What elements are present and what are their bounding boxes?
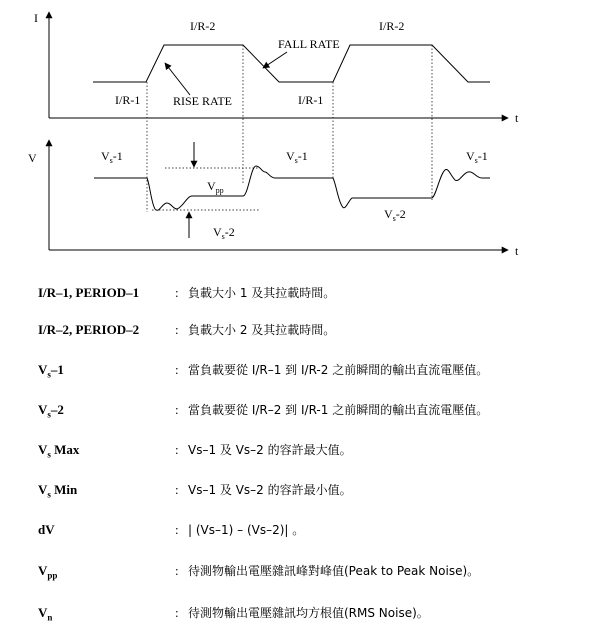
definition-row bbox=[38, 520, 588, 542]
definition-row bbox=[38, 561, 588, 583]
definition-term: $V_{pp}$ bbox=[38, 563, 58, 581]
definition-term: I/R–1, PERIOD–1 bbox=[38, 285, 140, 300]
definition-desc: 待測物輸出電壓雜訊峰對峰值(Peak to Peak Noise)。 bbox=[188, 564, 480, 578]
definition-row bbox=[38, 360, 588, 382]
ir1-mid-label: I/R-1 bbox=[298, 93, 324, 107]
definition-desc: 負載大小 2 及其拉載時間。 bbox=[188, 323, 336, 337]
voltage-axis-label: V bbox=[28, 151, 37, 165]
definition-colon: : bbox=[175, 605, 179, 620]
definition-colon: : bbox=[175, 322, 179, 337]
definition-desc: 待測物輸出電壓雜訊均方根值(RMS Noise)。 bbox=[188, 606, 429, 620]
rise-rate-arrow bbox=[165, 63, 190, 95]
definition-term: $V_s-1$ bbox=[38, 362, 64, 380]
ir1-left-label: I/R-1 bbox=[115, 93, 141, 107]
vs1-right-label: $V_s-1$ bbox=[466, 149, 488, 165]
definition-colon: : bbox=[175, 563, 179, 578]
definition-row bbox=[38, 440, 588, 462]
definition-row bbox=[38, 480, 588, 502]
fall-rate-arrow bbox=[263, 52, 287, 68]
definition-desc: Vs–1 及 Vs–2 的容許最小值。 bbox=[188, 483, 352, 497]
definition-term: dV bbox=[38, 522, 55, 537]
time-label-bottom: t bbox=[515, 244, 519, 258]
definition-row bbox=[38, 603, 588, 625]
definition-term: $V_n$ bbox=[38, 605, 53, 623]
definition-colon: : bbox=[175, 442, 179, 457]
definition-colon: : bbox=[175, 522, 179, 537]
current-axis-label: I bbox=[34, 11, 38, 25]
load-transient-diagram bbox=[0, 0, 594, 280]
definition-desc: 當負載要從 I/R–2 到 I/R-1 之前瞬間的輸出直流電壓值。 bbox=[188, 403, 489, 417]
definition-colon: : bbox=[175, 482, 179, 497]
definition-term: $V_s-2$ bbox=[38, 402, 64, 420]
time-label-top: t bbox=[515, 111, 519, 125]
definition-term: $V_s$ Max bbox=[38, 442, 80, 460]
definition-desc: 負載大小 1 及其拉載時間。 bbox=[188, 286, 336, 300]
ir2-right-label: I/R-2 bbox=[379, 19, 405, 33]
definition-term: $V_s$ Min bbox=[38, 482, 78, 500]
fall-rate-label: FALL RATE bbox=[278, 37, 340, 51]
definition-row bbox=[38, 400, 588, 422]
vpp-label: $V_{pp}$ bbox=[207, 179, 224, 195]
ir2-left-label: I/R-2 bbox=[190, 19, 216, 33]
definition-row bbox=[38, 283, 588, 305]
vs1-mid-label: $V_s-1$ bbox=[286, 149, 308, 165]
rise-rate-label: RISE RATE bbox=[173, 94, 233, 108]
definition-row bbox=[38, 320, 588, 342]
definition-desc: | (Vs–1) – (Vs–2)| 。 bbox=[188, 523, 305, 537]
definition-term: I/R–2, PERIOD–2 bbox=[38, 322, 140, 337]
definition-desc: Vs–1 及 Vs–2 的容許最大值。 bbox=[188, 443, 352, 457]
vs1-left-label: $V_s-1$ bbox=[101, 149, 123, 165]
vs2-right-label: $V_s-2$ bbox=[384, 207, 406, 223]
definition-colon: : bbox=[175, 402, 179, 417]
definition-colon: : bbox=[175, 362, 179, 377]
definition-colon: : bbox=[175, 285, 179, 300]
definition-desc: 當負載要從 I/R–1 到 I/R-2 之前瞬間的輸出直流電壓值。 bbox=[188, 363, 489, 377]
voltage-waveform bbox=[94, 166, 490, 210]
vs2-left-label: $V_s-2$ bbox=[213, 225, 235, 241]
